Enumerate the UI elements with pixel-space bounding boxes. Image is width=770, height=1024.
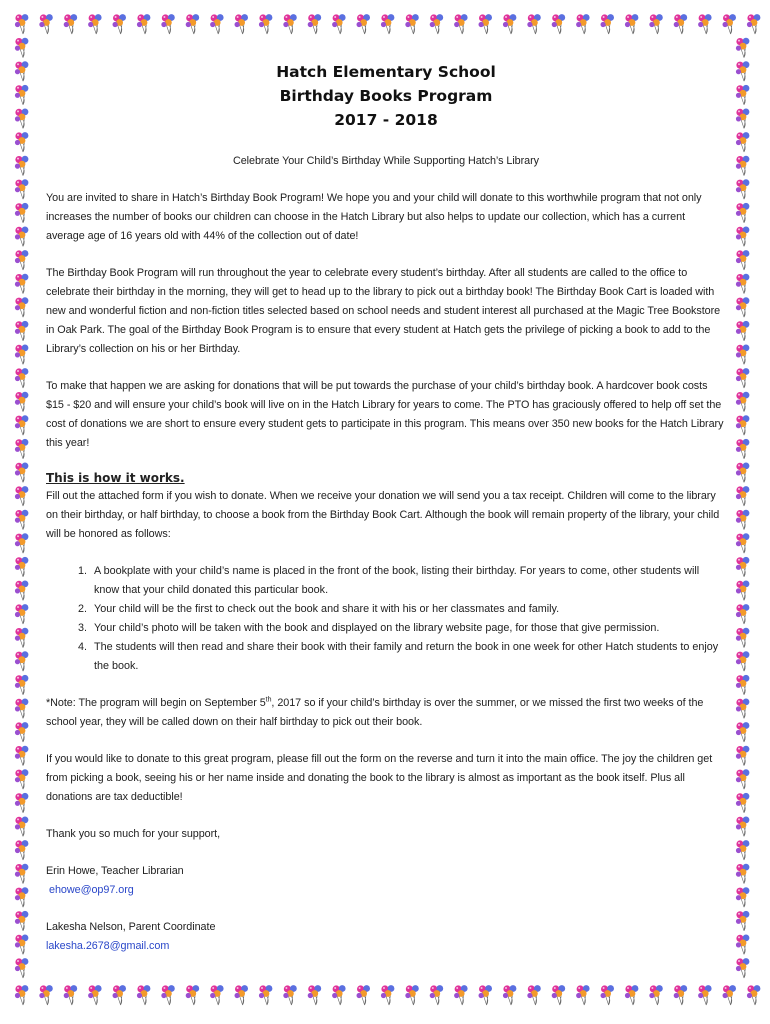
flyer-page (46, 60, 726, 956)
note-text-start: *Note: The program will begin on September 5 (46, 697, 266, 709)
step-item: 4. The students will then read and share their book with their family and return the book in one week for other Hatch students to enjoy the book. (90, 638, 726, 676)
balloon-bunch-icon (736, 463, 750, 483)
balloon-bunch-icon (736, 132, 750, 152)
balloon-bunch-icon (15, 985, 29, 1005)
signature-name-librarian: Erin Howe, Teacher Librarian (46, 865, 184, 877)
balloon-bunch-icon (736, 415, 750, 435)
balloon-bunch-icon (698, 14, 712, 34)
balloon-bunch-icon (576, 14, 590, 34)
balloon-bunch-icon (15, 651, 29, 671)
balloon-bunch-icon (736, 746, 750, 766)
balloon-bunch-icon (736, 274, 750, 294)
balloon-bunch-icon (15, 109, 29, 129)
balloon-bunch-icon (430, 985, 444, 1005)
balloon-bunch-icon (747, 14, 761, 34)
balloon-bunch-icon (454, 14, 468, 34)
balloon-bunch-icon (736, 675, 750, 695)
balloon-bunch-icon (736, 486, 750, 506)
balloon-bunch-icon (15, 250, 29, 270)
balloon-bunch-icon (736, 109, 750, 129)
balloon-bunch-icon (736, 345, 750, 365)
balloon-bunch-icon (15, 958, 29, 978)
balloon-bunch-icon (747, 985, 761, 1005)
balloon-bunch-icon (15, 463, 29, 483)
balloon-bunch-icon (15, 817, 29, 837)
balloon-bunch-icon (576, 985, 590, 1005)
balloon-bunch-icon (15, 486, 29, 506)
balloon-bunch-icon (479, 14, 493, 34)
subtitle: Celebrate Your Child’s Birthday While Supporting Hatch’s Library (232, 155, 540, 167)
balloon-bunch-icon (15, 581, 29, 601)
balloon-bunch-icon (15, 699, 29, 719)
note-text-end: , 2017 so if your child’s birthday is over the summer, or we missed the first two weeks of the school year, they will be called down on their half birthday to pick out their book. (46, 697, 704, 728)
balloon-bunch-icon (15, 604, 29, 624)
balloon-bunch-icon (736, 38, 750, 58)
balloon-bunch-icon (15, 510, 29, 530)
balloon-bunch-icon (15, 746, 29, 766)
balloon-bunch-icon (15, 628, 29, 648)
balloon-bunch-icon (736, 321, 750, 341)
balloon-bunch-icon (186, 985, 200, 1005)
balloon-bunch-icon (15, 793, 29, 813)
balloon-bunch-icon (15, 415, 29, 435)
balloon-bunch-icon (357, 985, 371, 1005)
balloon-bunch-icon (736, 297, 750, 317)
program-name: Birthday Books Program (279, 87, 493, 105)
program-description-paragraph: The Birthday Book Program will run throughout the year to celebrate every student’s birthday. After all students are called to the office to celebrate their birthday in the morning, they will get to head up to the library to pick out a birthday book! The Birthday Book Cart is loaded with new and wonderful fiction and non-fiction titles selected based on school needs and student interest all purchased at the Magic Tree Bookstore in Oak Park. The goal of the Birthday Book Program is to ensure that every student at Hatch gets the privilege of picking a book to add to the Library’s collection on his or her Birthday. (46, 267, 721, 355)
note-paragraph (46, 694, 726, 732)
balloon-bunch-icon (15, 179, 29, 199)
balloon-bunch-icon (503, 985, 517, 1005)
balloon-bunch-icon (552, 14, 566, 34)
balloon-bunch-icon (15, 887, 29, 907)
balloon-bunch-icon (15, 840, 29, 860)
signature-name-coordinator: Lakesha Nelson, Parent Coordinate (46, 921, 216, 933)
balloon-bunch-icon (736, 604, 750, 624)
balloon-bunch-icon (430, 14, 444, 34)
balloon-bunch-icon (15, 61, 29, 81)
balloon-bunch-icon (674, 985, 688, 1005)
balloon-bunch-icon (674, 14, 688, 34)
balloon-bunch-icon (161, 985, 175, 1005)
balloon-bunch-icon (527, 985, 541, 1005)
balloon-bunch-icon (259, 14, 273, 34)
balloon-bunch-icon (381, 14, 395, 34)
balloon-bunch-icon (113, 985, 127, 1005)
balloon-bunch-icon (736, 557, 750, 577)
balloon-bunch-icon (503, 14, 517, 34)
balloon-bunch-icon (625, 14, 639, 34)
balloon-bunch-icon (15, 274, 29, 294)
balloon-bunch-icon (283, 985, 297, 1005)
balloon-bunch-icon (381, 985, 395, 1005)
balloon-bunch-icon (601, 14, 615, 34)
balloon-bunch-icon (736, 203, 750, 223)
balloon-bunch-icon (15, 297, 29, 317)
balloon-bunch-icon (15, 321, 29, 341)
balloon-bunch-icon (625, 985, 639, 1005)
balloon-bunch-icon (332, 14, 346, 34)
balloon-bunch-icon (308, 14, 322, 34)
balloon-bunch-icon (736, 85, 750, 105)
balloon-bunch-icon (454, 985, 468, 1005)
balloon-bunch-icon (736, 510, 750, 530)
how-it-works-paragraph: Fill out the attached form if you wish to donate. When we receive your donation we will send you a tax receipt. Children will come to the library on their birthday, or half birthday, to choose a book from the Birthday Book Cart. Although the book will remain property of the library, your child will be honored as follows: (46, 490, 720, 540)
balloon-bunch-icon (736, 864, 750, 884)
balloon-bunch-icon (736, 533, 750, 553)
balloon-bunch-icon (736, 911, 750, 931)
balloon-bunch-icon (736, 817, 750, 837)
balloon-bunch-icon (405, 14, 419, 34)
balloon-bunch-icon (15, 132, 29, 152)
balloon-bunch-icon (736, 227, 750, 247)
balloon-bunch-icon (259, 985, 273, 1005)
balloon-bunch-icon (736, 840, 750, 860)
steps-list (46, 562, 726, 676)
balloon-bunch-icon (736, 935, 750, 955)
balloon-bunch-icon (210, 985, 224, 1005)
how-it-works-heading: This is how it works. (46, 471, 185, 485)
balloon-bunch-icon (88, 985, 102, 1005)
balloon-bunch-icon (15, 156, 29, 176)
email-link-coordinator[interactable]: lakesha.2678@gmail.com (46, 940, 170, 952)
balloon-bunch-icon (15, 227, 29, 247)
balloon-bunch-icon (137, 985, 151, 1005)
balloon-bunch-icon (723, 14, 737, 34)
balloon-bunch-icon (357, 14, 371, 34)
balloon-bunch-icon (736, 699, 750, 719)
donate-paragraph: If you would like to donate to this great program, please fill out the form on the reverse and turn it into the main office. The joy the children get from picking a book, seeing his or her name inside and donating the book to the library is almost as important as the book itself. Plus all donations are tax deductible! (46, 753, 713, 803)
balloon-bunch-icon (332, 985, 346, 1005)
balloon-bunch-icon (186, 14, 200, 34)
balloon-bunch-icon (736, 581, 750, 601)
balloon-bunch-icon (601, 985, 615, 1005)
balloon-bunch-icon (698, 985, 712, 1005)
balloon-bunch-icon (161, 14, 175, 34)
balloon-bunch-icon (15, 439, 29, 459)
balloon-bunch-icon (723, 985, 737, 1005)
school-name: Hatch Elementary School (276, 63, 496, 81)
intro-paragraph: You are invited to share in Hatch’s Birthday Book Program! We hope you and your child will donate to this worthwhile program that not only increases the number of books our children can choose in the Hatch Library but also helps to update our collection, which has a current average age of 16 years old with 44% of the collection out of date! (46, 192, 702, 242)
balloon-bunch-icon (137, 14, 151, 34)
balloon-bunch-icon (736, 179, 750, 199)
balloon-bunch-icon (15, 722, 29, 742)
balloon-bunch-icon (15, 675, 29, 695)
balloon-bunch-icon (736, 958, 750, 978)
balloon-bunch-icon (405, 985, 419, 1005)
balloon-bunch-icon (15, 864, 29, 884)
balloon-bunch-icon (736, 368, 750, 388)
balloon-bunch-icon (736, 793, 750, 813)
balloon-bunch-icon (64, 14, 77, 34)
balloon-bunch-icon (736, 887, 750, 907)
balloon-bunch-icon (736, 769, 750, 789)
balloon-bunch-icon (15, 345, 29, 365)
balloon-bunch-icon (210, 14, 224, 34)
balloon-bunch-icon (736, 722, 750, 742)
balloon-bunch-icon (113, 14, 127, 34)
balloon-bunch-icon (15, 557, 29, 577)
balloon-bunch-icon (15, 85, 29, 105)
balloon-bunch-icon (736, 392, 750, 412)
balloon-bunch-icon (15, 38, 29, 58)
balloon-bunch-icon (736, 628, 750, 648)
balloon-bunch-icon (15, 392, 29, 412)
program-year: 2017 - 2018 (334, 111, 438, 129)
balloon-bunch-icon (479, 985, 493, 1005)
balloon-bunch-icon (552, 985, 566, 1005)
balloon-bunch-icon (736, 61, 750, 81)
balloon-bunch-icon (235, 985, 249, 1005)
balloon-bunch-icon (15, 533, 29, 553)
balloon-bunch-icon (39, 14, 53, 34)
balloon-bunch-icon (15, 368, 29, 388)
note-superscript: th (265, 696, 272, 704)
step-item: 3. Your child’s photo will be taken with the book and displayed on the library website page, for those that give permission. (90, 619, 726, 638)
balloon-bunch-icon (736, 651, 750, 671)
balloon-bunch-icon (15, 769, 29, 789)
balloon-bunch-icon (283, 14, 297, 34)
step-item: 2. Your child will be the first to check out the book and share it with his or her classmates and family. (90, 600, 726, 619)
thanks-line: Thank you so much for your support, (46, 828, 221, 840)
step-item: 1. A bookplate with your child’s name is placed in the front of the book, listing their birthday. For years to come, other students will know that your child donated this particular book. (90, 562, 726, 600)
balloon-bunch-icon (88, 14, 102, 34)
balloon-bunch-icon (15, 935, 29, 955)
donations-paragraph: To make that happen we are asking for donations that will be put towards the purchase of your child’s birthday book. A hardcover book costs $15 - $20 and will ensure your child’s book will live on in the Hatch Library for years to come. The PTO has graciously offered to help off set the cost of donations we are short to ensure every student gets to participate in this program. This means over 350 new books for the Hatch Library this year! (46, 380, 724, 449)
balloon-bunch-icon (736, 156, 750, 176)
balloon-bunch-icon (308, 985, 322, 1005)
balloon-bunch-icon (15, 14, 29, 34)
balloon-bunch-icon (527, 14, 541, 34)
balloon-bunch-icon (15, 203, 29, 223)
balloon-bunch-icon (64, 985, 77, 1005)
balloon-bunch-icon (39, 985, 53, 1005)
balloon-bunch-icon (649, 14, 663, 34)
email-link-librarian[interactable]: ehowe@op97.org (49, 884, 134, 896)
balloon-bunch-icon (649, 985, 663, 1005)
balloon-bunch-icon (736, 439, 750, 459)
balloon-bunch-icon (736, 250, 750, 270)
balloon-bunch-icon (235, 14, 249, 34)
balloon-bunch-icon (15, 911, 29, 931)
